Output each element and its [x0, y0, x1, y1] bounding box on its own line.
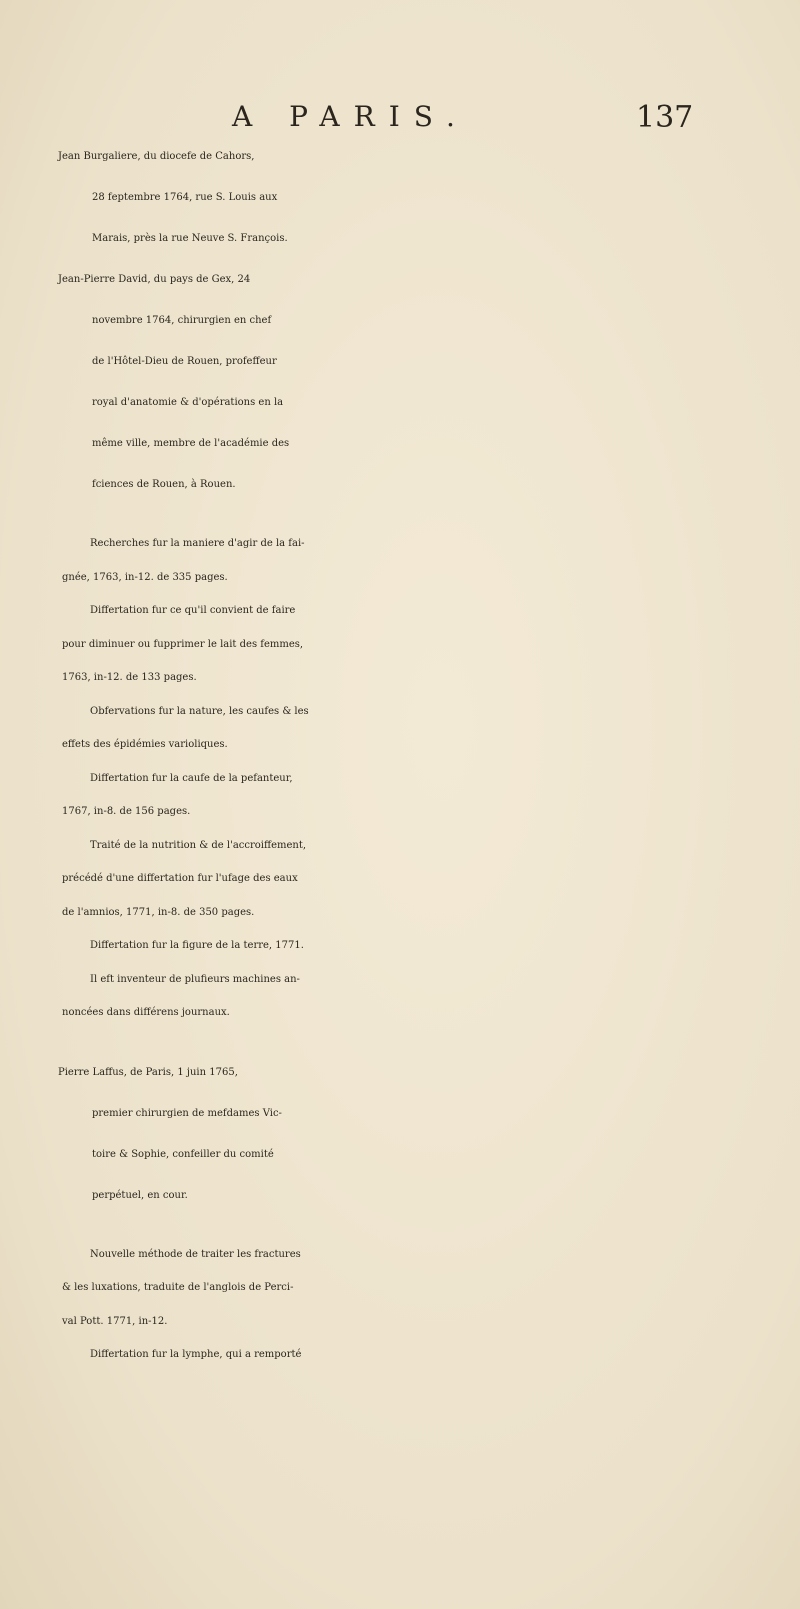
text-line: même ville, membre de l'académie des	[92, 438, 290, 449]
work-line: précédé d'une differtation fur l'ufage des eaux	[62, 873, 298, 884]
text-line: 28 feptembre 1764, rue S. Louis aux	[92, 192, 278, 203]
entry-laffus	[0, 1052, 800, 1216]
works-list-david	[0, 527, 800, 1030]
page-number: 137	[636, 100, 694, 135]
work-line: Differtation fur la lymphe, qui a remporté	[90, 1349, 302, 1360]
work-line: pour diminuer ou fupprimer le lait des femmes,	[62, 638, 304, 650]
text-line: fciences de Rouen, à Rouen.	[92, 479, 236, 490]
work-line: de l'amnios, 1771, in-8. de 350 pages.	[62, 906, 255, 918]
work-line: Il eft inventeur de plufieurs machines an-	[90, 973, 300, 985]
text-line: perpétuel, en cour.	[92, 1189, 188, 1201]
work-line: 1767, in-8. de 156 pages.	[62, 806, 191, 817]
work-line: Obfervations fur la nature, les caufes & les	[90, 705, 309, 717]
text-line: novembre 1764, chirurgien en chef	[92, 315, 272, 326]
text-line: toire & Sophie, confeiller du comité	[92, 1148, 274, 1160]
text-line: Pierre Laffus, de Paris, 1 juin 1765,	[58, 1066, 238, 1078]
work-line: 1763, in-12. de 133 pages.	[62, 672, 197, 683]
work-line: noncées dans différens journaux.	[62, 1007, 230, 1018]
work-line: effets des épidémies varioliques.	[62, 739, 228, 750]
page-body	[0, 136, 800, 1372]
page-header	[0, 100, 800, 140]
entry-burgaliere	[0, 136, 800, 259]
work-line: Differtation fur la figure de la terre, 1771.	[90, 940, 304, 951]
text-line: royal d'anatomie & d'opérations en la	[92, 397, 284, 408]
text-line: de l'Hôtel-Dieu de Rouen, profeffeur	[92, 356, 277, 367]
text-line: Jean Burgaliere, du diocefe de Cahors,	[58, 151, 255, 162]
entry-david	[0, 259, 800, 505]
work-line: Differtation fur la caufe de la pefanteur,	[90, 772, 293, 784]
work-line: & les luxations, traduite de l'anglois de Perci-	[62, 1282, 294, 1293]
text-line: Jean-Pierre David, du pays de Gex, 24	[58, 274, 251, 285]
work-line: val Pott. 1771, in-12.	[62, 1315, 168, 1327]
work-line: gnée, 1763, in-12. de 335 pages.	[62, 571, 228, 583]
text-line: Marais, près la rue Neuve S. François.	[92, 233, 288, 244]
work-line: Differtation fur ce qu'il convient de faire	[90, 605, 296, 616]
work-line: Recherches fur la maniere d'agir de la fai-	[90, 538, 305, 549]
work-line: Nouvelle méthode de traiter les fractures	[90, 1248, 301, 1260]
running-head: A PARIS.	[232, 100, 469, 133]
text-line: premier chirurgien de mefdames Vic-	[92, 1107, 282, 1119]
work-line: Traité de la nutrition & de l'accroiffement,	[90, 839, 307, 851]
works-list-laffus	[0, 1238, 800, 1372]
